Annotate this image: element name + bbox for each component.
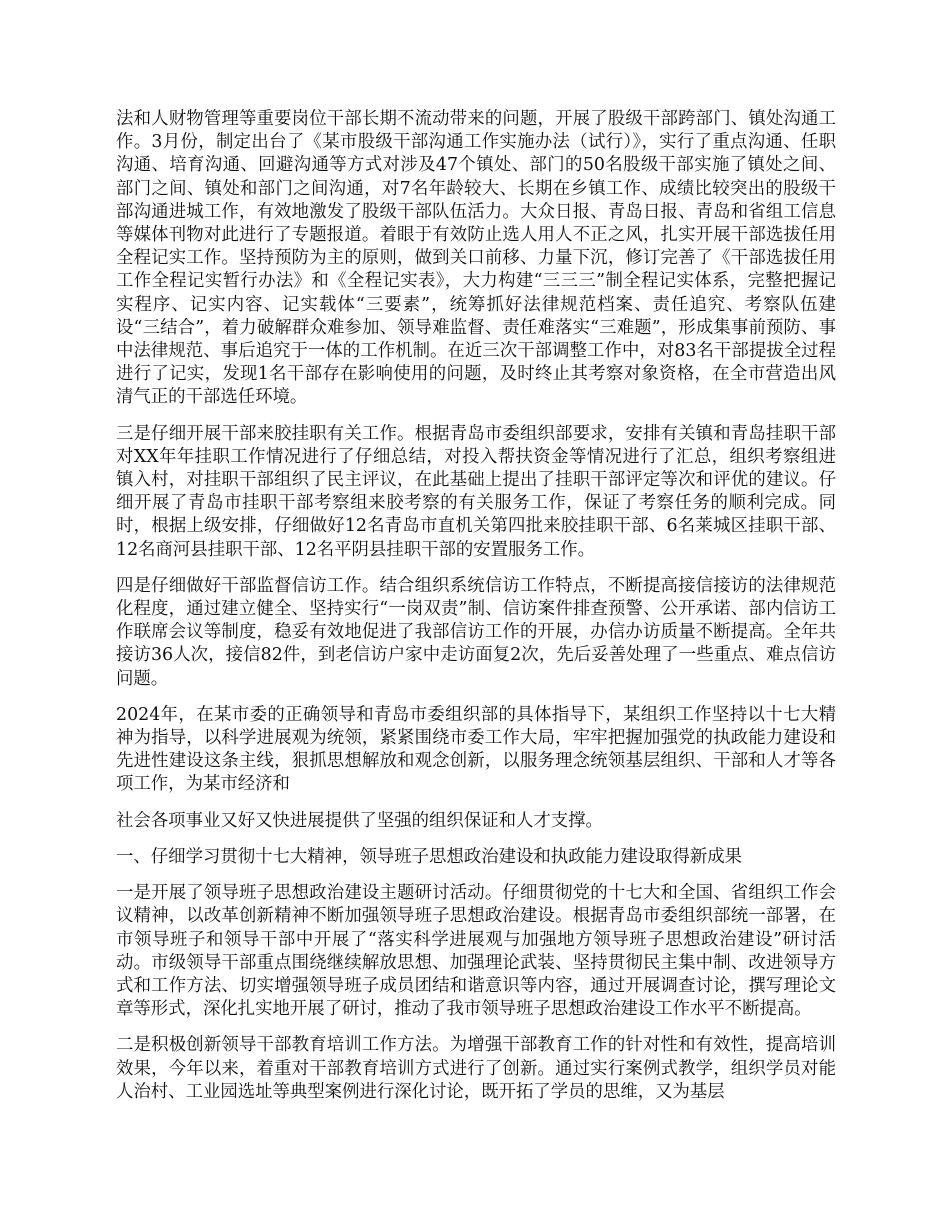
section-heading-one: 一、仔细学习贯彻十七大精神，领导班子思想政治建设和执政能力建设取得新成果 <box>116 846 743 867</box>
document-body <box>116 108 836 1117</box>
paragraph-year-summary: 2024年，在某市委的正确领导和青岛市委组织部的具体指导下，某组织工作坚持以十七大精神为指导，以科学进展观为统领，紧紧围绕市委工作大局，牢牢把握加强党的执政能力建设和先进性建设这条主线，狠抓思想解放和观念创新，以服务理念统领基层组织、干部和人才等各项工作，为某市经济和 <box>116 704 836 795</box>
paragraph-petition-work: 四是仔细做好干部监督信访工作。结合组织系统信访工作特点，不断提高接信接访的法律规范化程度，通过建立健全、坚持实行“一岗双责”制、信访案件排查预警、公开承诺、部内信访工作联席会议等制度，稳妥有效地促进了我部信访工作的开展，办信办访质量不断提高。全年共接访36人次，接信82件，到老信访户家中走访面复2次，先后妥善处理了一些重点、难点信访问题。 <box>116 575 836 689</box>
paragraph-cadre-secondment: 三是仔细开展干部来胶挂职有关工作。根据青岛市委组织部要求，安排有关镇和青岛挂职干部对XX年年挂职工作情况进行了仔细总结，对投入帮扶资金等情况进行了汇总，组织考察组进镇入村，对挂职干部组织了民主评议，在此基础上提出了挂职干部评定等次和评优的建议。仔细开展了青岛市挂职干部考察组来胶考察的有关服务工作，保证了考察任务的顺利完成。同时，根据上级安排，仔细做好12名青岛市直机关第四批来胶挂职干部、6名莱城区挂职干部、12名商河县挂职干部、12名平阴县挂职干部的安置服务工作。 <box>116 423 836 560</box>
paragraph-training-innovation: 二是积极创新领导干部教育培训工作方法。为增强干部教育工作的针对性和有效性，提高培训效果，今年以来，着重对干部教育培训方式进行了创新。通过实行案例式教学，组织学员对能人治村、工业园选址等典型案例进行深化讨论，既开拓了学员的思维，又为基层 <box>116 1035 836 1102</box>
paragraph-cadre-rotation: 法和人财物管理等重要岗位干部长期不流动带来的问题，开展了股级干部跨部门、镇处沟通工作。3月份，制定出台了《某市股级干部沟通工作实施办法（试行）》，实行了重点沟通、任职沟通、培育沟通、回避沟通等方式对涉及47个镇处、部门的50名股级干部实施了镇处之间、部门之间、镇处和部门之间沟通，对7名年龄较大、长期在乡镇工作、成绩比较突出的股级干部沟通进城工作，有效地激发了股级干部队伍活力。大众日报、青岛日报、青岛和省组工信息等媒体刊物对此进行了专题报道。着眼于有效防止选人用人不正之风，扎实开展干部选拔任用全程记实工作。坚持预防为主的原则，做到关口前移、力量下沉，修订完善了《干部选拔任用工作全程记实暂行办法》和《全程记实表》，大力构建“三三三”制全程记实体系，完整把握记实程序、记实内容、记实载体“三要素”，统筹抓好法律规范档案、责任追究、考察队伍建设“三结合”，着力破解群众难参加、领导难监督、责任难落实“三难题”，形成集事前预防、事中法律规范、事后追究于一体的工作机制。在近三次干部调整工作中，对83名干部提拔全过程进行了记实，发现1名干部存在影响使用的问题，及时终止其考察对象资格，在全市营造出风清气正的干部选任环境。 <box>116 109 836 408</box>
paragraph-study-seminar: 一是开展了领导班子思想政治建设主题研讨活动。仔细贯彻党的十七大和全国、省组织工作会议精神，以改革创新精神不断加强领导班子思想政治建设。根据青岛市委组织部统一部署，在市领导班子和领导干部中开展了“落实科学进展观与加强地方领导班子思想政治建设”研讨活动。市级领导干部重点围绕继续解放思想、加强理论武装、坚持贯彻民主集中制、改进领导方式和工作方法、切实增强领导班子成员团结和谐意识等内容，通过开展调查讨论，撰写理论文章等形式，深化扎实地开展了研讨，推动了我市领导班子思想政治建设工作水平不断提高。 <box>116 883 836 1020</box>
paragraph-year-summary-continued: 社会各项事业又好又快进展提供了坚强的组织保证和人才支撑。 <box>116 810 603 831</box>
